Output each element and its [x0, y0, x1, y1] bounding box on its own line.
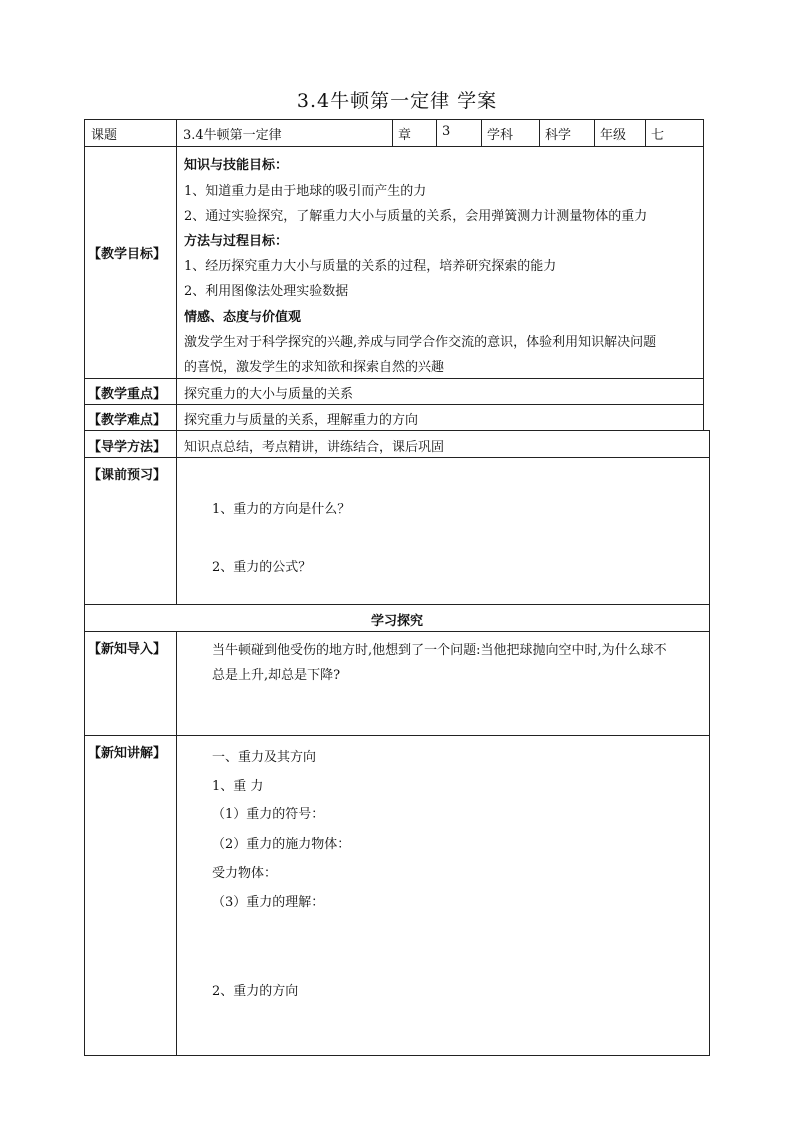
preview-question-1: 1、重力的方向是什么？ [212, 502, 351, 517]
chapter-label: 章 [398, 128, 412, 143]
method-item-1: 1、经历探究重力大小与质量的关系的过程，培养研究探索的能力 [184, 259, 557, 274]
emotion-heading: 情感、态度与价值观 [184, 310, 302, 325]
explain-label: 【新知讲解】 [88, 746, 167, 761]
knowledge-item-2: 2、通过实验探究，了解重力大小与质量的关系，会用弹簧测力计测量物体的重力 [184, 209, 648, 224]
method-label: 【导学方法】 [88, 440, 167, 455]
chapter-value: 3 [442, 124, 451, 139]
explain-sub-3: （3）重力的理解： [212, 895, 325, 910]
subject-label: 学科 [487, 128, 514, 143]
document-title: 3.4牛顿第一定律 学案 [296, 90, 498, 112]
preview-label: 【课前预习】 [88, 468, 167, 483]
intro-label: 【新知导入】 [88, 642, 167, 657]
explain-receiver: 受力物体： [212, 866, 278, 881]
explain-sub-1: （1）重力的符号： [212, 807, 325, 822]
explain-item-2: 2、重力的方向 [212, 984, 299, 999]
emotion-line-2: 的喜悦，激发学生的求知欲和探索自然的兴趣 [184, 360, 445, 375]
method-heading: 方法与过程目标： [184, 234, 289, 249]
explain-sub-2: （2）重力的施力物体： [212, 837, 351, 852]
topic-value: 3.4牛顿第一定律 [183, 128, 282, 143]
intro-line-2: 总是上升,却总是下降? [212, 668, 341, 683]
grade-label: 年级 [600, 128, 627, 143]
emotion-line-1: 激发学生对于科学探究的兴趣,养成与同学合作交流的意识，体验利用知识解决问题 [184, 335, 657, 350]
difficulty-label: 【教学难点】 [88, 413, 167, 428]
key-point-label: 【教学重点】 [88, 387, 167, 402]
topic-label: 课题 [91, 128, 118, 143]
difficulty-text: 探究重力与质量的关系，理解重力的方向 [184, 413, 419, 428]
section-title: 学习探究 [370, 614, 423, 629]
subject-value: 科学 [545, 128, 572, 143]
knowledge-item-1: 1、知道重力是由于地球的吸引而产生的力 [184, 184, 427, 199]
key-point-text: 探究重力的大小与质量的关系 [184, 387, 354, 402]
explain-item-1: 1、重 力 [212, 779, 264, 794]
intro-line-1: 当牛顿碰到他受伤的地方时,他想到了一个问题:当他把球抛向空中时,为什么球不 [212, 643, 667, 658]
explain-heading: 一、重力及其方向 [212, 750, 317, 765]
grade-value: 七 [651, 128, 665, 143]
objectives-label: 【教学目标】 [88, 247, 167, 262]
method-text: 知识点总结，考点精讲，讲练结合，课后巩固 [184, 440, 445, 455]
method-item-2: 2、利用图像法处理实验数据 [184, 284, 349, 299]
knowledge-heading: 知识与技能目标： [184, 158, 289, 173]
preview-question-2: 2、重力的公式？ [212, 560, 312, 575]
